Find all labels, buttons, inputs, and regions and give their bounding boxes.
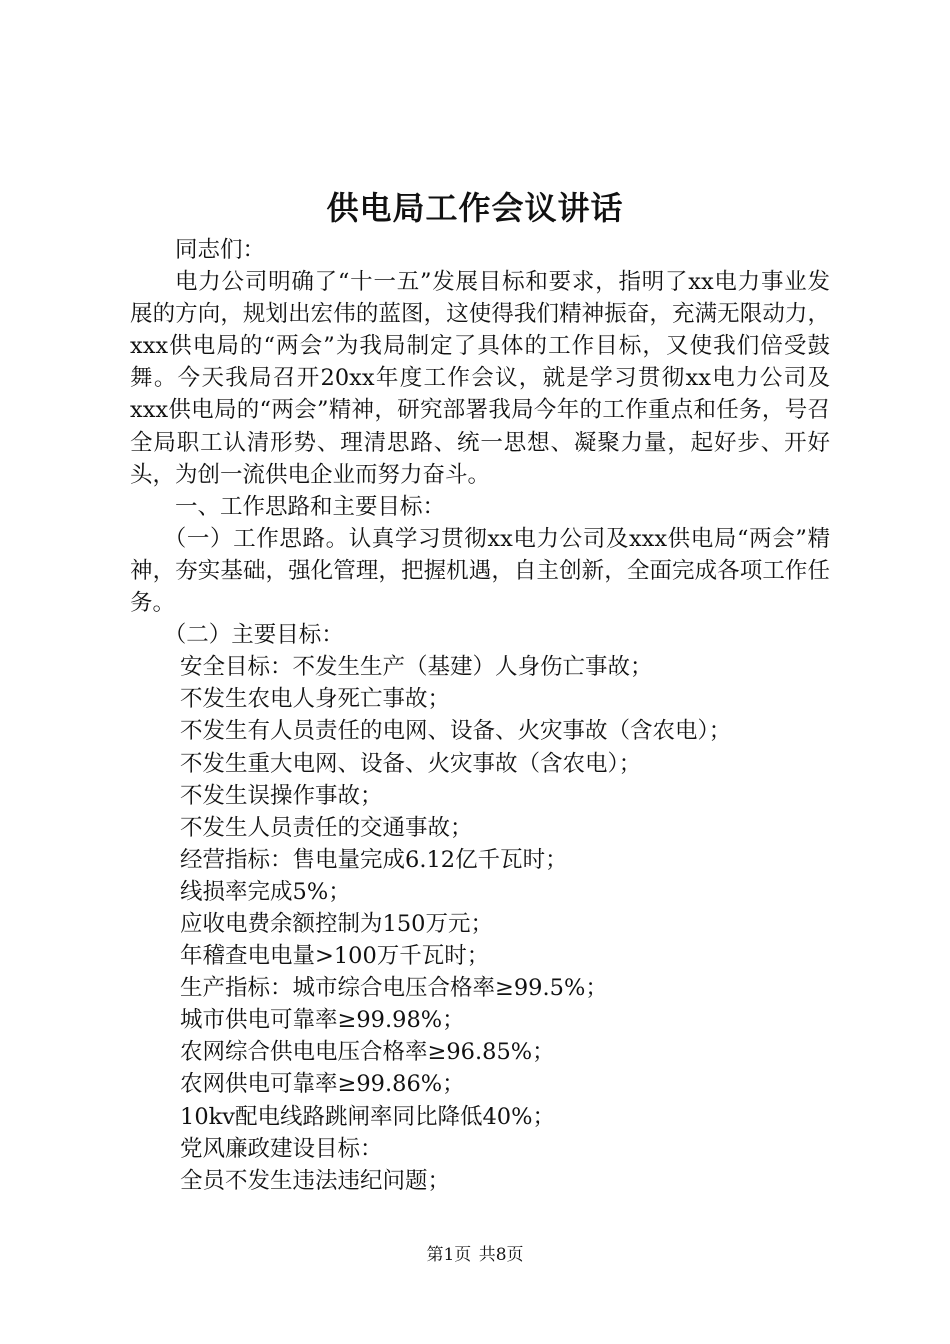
target-line: 经营指标：售电量完成6.12亿千瓦时； (180, 846, 568, 873)
target-line: 安全目标：不发生生产（基建）人身伤亡事故； (180, 654, 653, 681)
target-line: 应收电费余额控制为150万元； (180, 910, 493, 937)
intro-paragraph: 电力公司明确了“十一五”发展目标和要求，指明了xx电力事业发展的方向，规划出宏伟的蓝图，这使得我们精神振奋，充满无限动力，xxx供电局的“两会”为我局制定了具体的工作目标，又使我们倍受鼓舞。今天我局召开20xx年度工作会议，就是学习贯彻xx电力公司及xxx供电局的“两会”精神，研究部署我局今年的工作重点和任务，号召全局职工认清形势、理清思路、统一思想、凝聚力量，起好步、开好头，为创一流供电企业而努力奋斗。 (130, 269, 830, 488)
document-body (130, 234, 830, 1197)
target-line: 不发生农电人身死亡事故； (180, 686, 451, 713)
sub1-paragraph: （一）工作思路。认真学习贯彻xx电力公司及xxx供电局“两会”精神，夯实基础，强化管理，把握机遇，自主创新，全面完成各项工作任务。 (130, 525, 830, 617)
target-line: 农网综合供电电压合格率≥96.85%； (180, 1039, 555, 1066)
sub2-heading: （二）主要目标： (163, 622, 344, 649)
target-line: 不发生误操作事故； (180, 782, 383, 809)
target-line: 全员不发生违法违纪问题； (180, 1167, 451, 1194)
target-line: 党风廉政建设目标： (180, 1135, 383, 1162)
target-line: 年稽查电电量>100万千瓦时； (180, 943, 490, 970)
target-line: 生产指标：城市综合电压合格率≥99.5%； (180, 975, 608, 1002)
target-line: 不发生重大电网、设备、火灾事故（含农电）； (180, 750, 642, 777)
target-line: 线损率完成5%； (180, 878, 351, 905)
document-title: 供电局工作会议讲话 (326, 189, 624, 227)
section-heading: 一、工作思路和主要目标： (175, 493, 446, 520)
greeting: 同志们： (175, 237, 266, 263)
target-line: 不发生有人员责任的电网、设备、火灾事故（含农电）； (180, 718, 732, 745)
target-line: 不发生人员责任的交通事故； (180, 814, 473, 841)
target-line: 城市供电可靠率≥99.98%； (180, 1007, 465, 1034)
target-line: 10kv配电线路跳闸率同比降低40%； (180, 1103, 555, 1130)
target-line: 农网供电可靠率≥99.86%； (180, 1071, 465, 1098)
page-indicator: 第1页 共8页 (426, 1245, 524, 1265)
